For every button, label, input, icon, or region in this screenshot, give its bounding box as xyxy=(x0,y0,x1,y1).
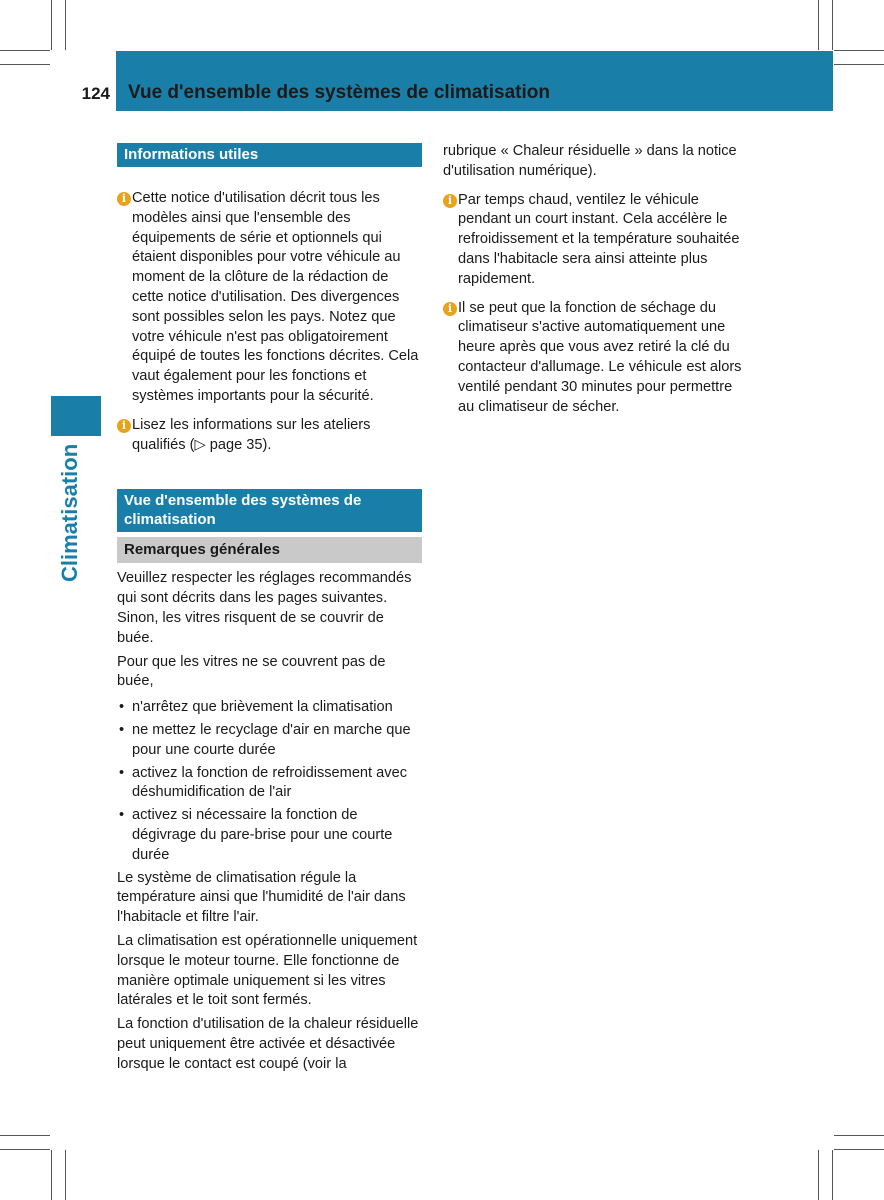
paragraph: rubrique « Chaleur résiduelle » dans la notice d'utilisation numérique). xyxy=(443,143,737,179)
informations-heading: Informations utiles xyxy=(117,143,422,167)
list-item-text: activez si nécessaire la fonction de dégivrage du pare-brise pour une courte durée xyxy=(132,807,393,863)
crop-mark xyxy=(0,64,50,65)
crop-mark xyxy=(0,1149,50,1150)
info-note-text: Lisez les informations sur les ateliers qualifiés (▷ page 35). xyxy=(132,416,371,453)
info-note-text: Cette notice d'utilisation décrit tous les modèles ainsi que l'ensemble des équipements de série et optionnels qui étaient disponibles pour votre véhicule au moment de la clôture de la rédaction de cette notice d'utilisation. Des divergences sont possibles selon les pays. Notez que votre véhicule n'est pas obligatoirement équipé de toutes les fonctions décrites. Cela vaut également pour les fonctions et systèmes importants pour la sécurité. xyxy=(132,190,419,404)
crop-mark xyxy=(0,1135,50,1136)
info-note xyxy=(117,416,422,456)
info-icon: i xyxy=(443,194,457,208)
chapter-tab-label: Climatisation xyxy=(57,443,82,582)
crop-mark xyxy=(834,1149,884,1150)
crop-mark xyxy=(51,1150,52,1200)
bullet-icon: • xyxy=(119,721,125,738)
list-item xyxy=(117,764,422,804)
crop-mark xyxy=(51,0,52,50)
crop-mark xyxy=(0,50,50,51)
chapter-tab xyxy=(51,396,101,436)
crop-mark xyxy=(65,1150,66,1200)
right-column xyxy=(443,142,748,426)
bullet-list xyxy=(117,698,422,865)
paragraph: La fonction d'utilisation de la chaleur résiduelle peut uniquement être activée et désactivée lorsque le contact est coupé (voir la xyxy=(117,1016,419,1072)
info-icon: i xyxy=(117,192,131,206)
info-note xyxy=(443,191,748,290)
crop-mark xyxy=(818,1150,819,1200)
info-note xyxy=(443,299,748,418)
bullet-icon: • xyxy=(119,764,125,781)
list-item xyxy=(117,698,422,718)
list-item xyxy=(117,806,422,865)
list-item-text: n'arrêtez que brièvement la climatisation xyxy=(132,699,393,716)
info-icon: i xyxy=(443,302,457,316)
section-heading: Vue d'ensemble des systèmes de climatisation xyxy=(117,489,422,532)
bullet-icon: • xyxy=(119,807,125,824)
info-note-text: Par temps chaud, ventilez le véhicule pendant un court instant. Cela accélère le refroidissement et la température souhaitée dans l'habitacle sera ainsi atteinte plus rapidement. xyxy=(458,191,740,287)
list-item xyxy=(117,721,422,761)
paragraph: Le système de climatisation régule la température ainsi que l'humidité de l'air dans l'habitacle et filtre l'air. xyxy=(117,869,406,926)
info-note-text: Il se peut que la fonction de séchage du climatiseur s'active automatiquement une heure après que vous avez retiré la clé du contacteur d'allumage. Le véhicule est alors ventilé pendant 30 minutes pour permettre au climatiseur de sécher. xyxy=(458,299,742,415)
crop-mark xyxy=(834,50,884,51)
crop-mark xyxy=(834,1135,884,1136)
crop-mark xyxy=(818,0,819,50)
info-icon: i xyxy=(117,419,131,433)
crop-mark xyxy=(832,1150,833,1200)
paragraph: La climatisation est opérationnelle uniquement lorsque le moteur tourne. Elle fonctionne de manière optimale uniquement si les vitres latérales et le toit sont fermés. xyxy=(117,932,418,1009)
crop-mark xyxy=(65,0,66,50)
crop-mark xyxy=(834,64,884,65)
subsection-heading: Remarques générales xyxy=(117,537,422,563)
crop-mark xyxy=(832,0,833,50)
bullet-icon: • xyxy=(119,699,125,716)
paragraph: Veuillez respecter les réglages recommandés qui sont décrits dans les pages suivantes. Sinon, les vitres risquent de se couvrir de buée. xyxy=(117,570,412,646)
page-title: Vue d'ensemble des systèmes de climatisation xyxy=(128,82,550,103)
list-item-text: activez la fonction de refroidissement avec déshumidification de l'air xyxy=(132,764,407,801)
list-item-text: ne mettez le recyclage d'air en marche que pour une courte durée xyxy=(132,721,411,758)
paragraph: Pour que les vitres ne se couvrent pas de buée, xyxy=(117,653,386,690)
page-number: 124 xyxy=(81,84,110,103)
left-column xyxy=(117,143,422,1078)
info-note xyxy=(117,189,422,407)
